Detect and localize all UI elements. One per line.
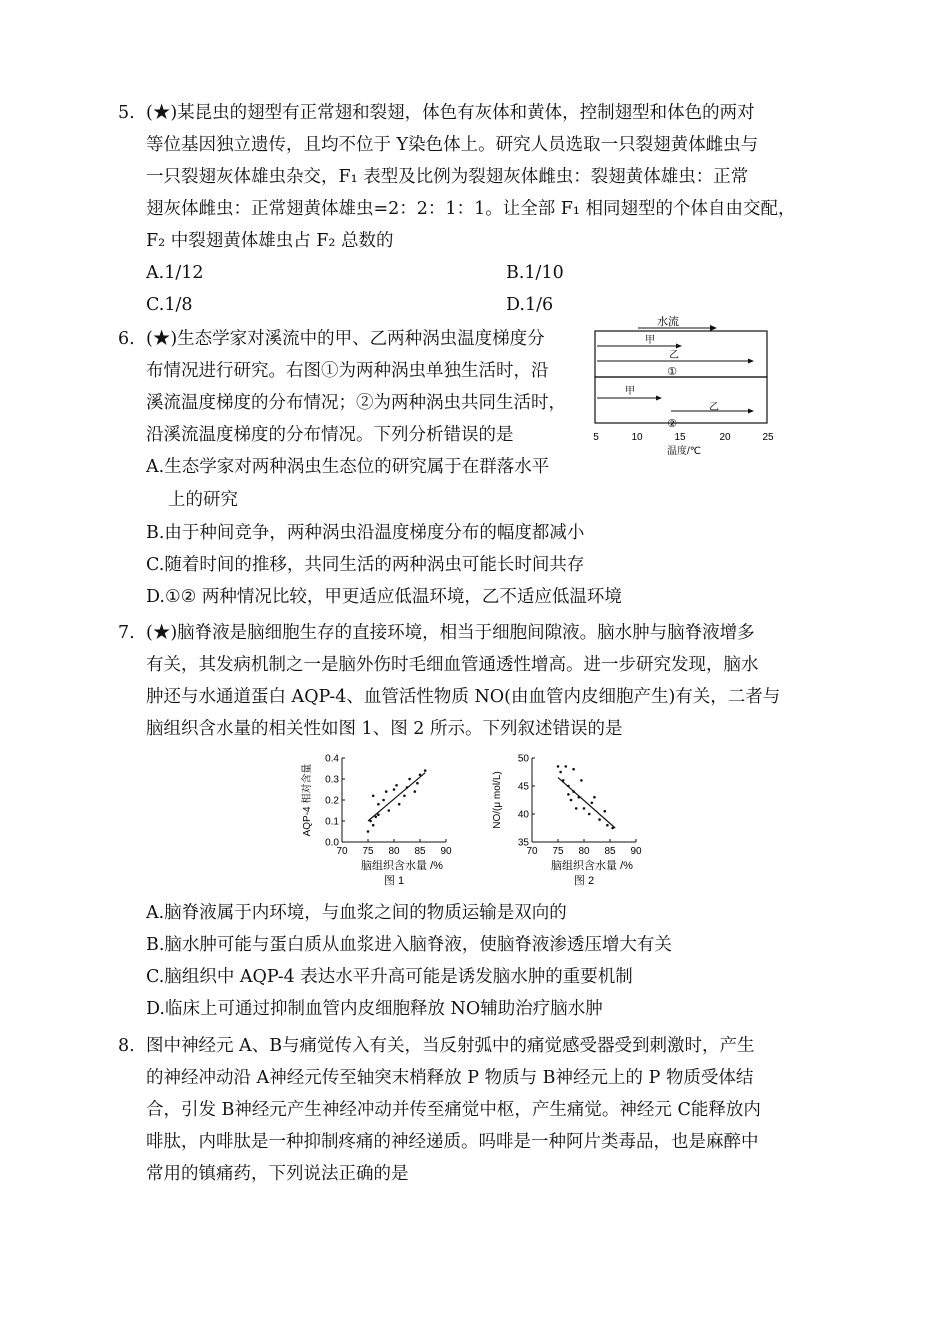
- data-point: [372, 824, 375, 827]
- question-number: 6.: [118, 329, 135, 349]
- panel-1-label: ①: [667, 366, 677, 378]
- flow-label: 水流: [657, 316, 679, 328]
- data-point: [403, 795, 406, 798]
- data-point: [598, 818, 601, 821]
- data-point: [367, 830, 370, 833]
- species-b-label: 乙: [669, 350, 679, 361]
- x-tick-label: 70: [526, 846, 538, 857]
- x-tick-label: 90: [630, 846, 642, 857]
- question-text-line: 翅灰体雌虫：正常翅黄体雄虫=2：2：1：1。让全部 F₁ 相同翅型的个体自由交配，: [146, 199, 796, 219]
- option-b[interactable]: B.脑水肿可能与蛋白质从血浆进入脑脊液，使脑脊液渗透压增大有关: [146, 935, 672, 955]
- question-text-line: 的神经冲动沿 A神经元传至轴突末梢释放 P 物质与 B神经元上的 P 物质受体结: [146, 1068, 754, 1088]
- question-text-line: 脑组织含水量的相关性如图 1、图 2 所示。下列叙述错误的是: [146, 719, 623, 739]
- data-point: [377, 813, 380, 816]
- data-point: [588, 813, 591, 816]
- data-point: [416, 782, 419, 785]
- y-tick-label: 50: [517, 753, 529, 765]
- panel-1-frame: [595, 331, 767, 377]
- species-a-arrowhead-2: [656, 396, 662, 401]
- data-point: [565, 765, 568, 768]
- temperature-distribution-figure: [588, 312, 788, 458]
- panel-2-frame: [595, 377, 767, 423]
- option-c[interactable]: C.1/8: [146, 295, 193, 315]
- question-text-line: 肿还与水通道蛋白 AQP-4、血管活性物质 NO(由血管内皮细胞产生)有关，二者与: [146, 687, 781, 707]
- question-text-line: 布情况进行研究。右图①为两种涡虫单独生活时，沿: [146, 361, 549, 381]
- data-point: [572, 768, 575, 771]
- question-text-line: 啡肽，内啡肽是一种抑制疼痛的神经递质。吗啡是一种阿片类毒品，也是麻醉中: [146, 1132, 759, 1152]
- question-text-line: (★)某昆虫的翅型有正常翅和裂翅，体色有灰体和黄体，控制翅型和体色的两对: [146, 103, 755, 123]
- x-tick: 5: [593, 432, 599, 443]
- x-tick-label: 85: [414, 846, 426, 857]
- question-text-line: 沿溪流温度梯度的分布情况。下列分析错误的是: [146, 425, 514, 445]
- species-b-arrowhead-1: [748, 359, 754, 364]
- data-point: [575, 807, 578, 810]
- data-point: [567, 793, 570, 796]
- question-number: 8.: [118, 1036, 135, 1056]
- data-point: [408, 778, 411, 781]
- y-tick-label: 0.3: [325, 774, 339, 786]
- data-point: [382, 799, 385, 802]
- question-7: [118, 617, 838, 1017]
- data-point: [388, 809, 391, 812]
- x-axis-label: 温度/℃: [666, 446, 702, 457]
- y-tick-label: 0.0: [325, 837, 339, 849]
- question-5: [118, 97, 838, 327]
- x-axis-label: 脑组织含水量 /%: [551, 860, 633, 872]
- data-point: [377, 803, 380, 806]
- y-tick-label: 45: [517, 781, 529, 793]
- option-b[interactable]: B.1/10: [506, 263, 564, 283]
- option-a-continued: 上的研究: [168, 490, 238, 510]
- data-point: [593, 796, 596, 799]
- chart-title: 图 1: [383, 875, 405, 887]
- panel-2-label: ②: [667, 418, 677, 430]
- x-tick-label: 75: [552, 846, 564, 857]
- chart-title: 图 2: [573, 875, 595, 887]
- data-point: [606, 824, 609, 827]
- question-text-line: (★)生态学家对溪流中的甲、乙两种涡虫温度梯度分: [146, 329, 545, 349]
- data-point: [424, 769, 427, 772]
- x-tick-label: 80: [388, 846, 400, 857]
- data-point: [591, 802, 594, 805]
- question-8: [118, 1030, 838, 1200]
- option-a[interactable]: A.生态学家对两种涡虫生态位的研究属于在群落水平: [146, 457, 550, 477]
- option-a[interactable]: A.脑脊液属于内环境，与血浆之间的物质运输是双向的: [146, 903, 567, 923]
- trend-line: [558, 778, 615, 828]
- species-b-label: 乙: [709, 402, 719, 413]
- question-text-line: F₂ 中裂翅黄体雄虫占 F₂ 总数的: [146, 231, 394, 251]
- x-tick-label: 85: [604, 846, 616, 857]
- option-c[interactable]: C.脑组织中 AQP-4 表达水平升高可能是诱发脑水肿的重要机制: [146, 967, 633, 987]
- data-point: [385, 790, 388, 793]
- y-tick-label: 0.2: [325, 795, 339, 807]
- data-point: [570, 799, 573, 802]
- question-text-line: 溪流温度梯度的分布情况；②为两种涡虫共同生活时，: [146, 393, 566, 413]
- option-d[interactable]: D.1/6: [506, 295, 554, 315]
- aqp4-scatter-chart: [296, 752, 466, 892]
- question-text-line: 一只裂翅灰体雄虫杂交，F₁ 表型及比例为裂翅灰体雌虫：裂翅黄体雄虫：正常: [146, 167, 749, 187]
- x-tick-label: 90: [440, 846, 452, 857]
- x-tick-label: 80: [578, 846, 590, 857]
- y-tick-label: 0.4: [325, 753, 339, 765]
- species-a-arrowhead-1: [676, 344, 682, 349]
- data-point: [414, 790, 417, 793]
- y-axis-label: AQP-4 相对含量: [302, 763, 313, 837]
- y-tick-label: 35: [517, 837, 529, 849]
- flow-arrowhead: [710, 325, 717, 331]
- data-point: [557, 765, 560, 768]
- question-text-line: 合，引发 B神经元产生神经冲动并传至痛觉中枢，产生痛觉。神经元 C能释放内: [146, 1100, 761, 1120]
- species-a-label: 甲: [625, 386, 635, 397]
- data-point: [583, 807, 586, 810]
- option-a[interactable]: A.1/12: [146, 263, 204, 283]
- data-point: [398, 803, 401, 806]
- question-number: 7.: [118, 623, 135, 643]
- question-text-line: 图中神经元 A、B与痛觉传入有关，当反射弧中的痛觉感受器受到刺激时，产生: [146, 1036, 755, 1056]
- option-b[interactable]: B.由于种间竞争，两种涡虫沿温度梯度分布的幅度都减小: [146, 523, 585, 543]
- data-point: [580, 779, 583, 782]
- y-tick-label: 40: [517, 809, 529, 821]
- data-point: [372, 795, 375, 798]
- data-point: [395, 784, 398, 787]
- trend-line: [368, 773, 425, 821]
- species-a-label: 甲: [645, 335, 655, 346]
- x-tick-label: 70: [336, 846, 348, 857]
- x-tick: 10: [631, 432, 643, 443]
- option-d[interactable]: D.①② 两种情况比较，甲更适应低温环境，乙不适应低温环境: [146, 587, 622, 607]
- x-tick: 25: [762, 432, 774, 443]
- question-text-line: (★)脑脊液是脑细胞生存的直接环境，相当于细胞间隙液。脑水肿与脑脊液增多: [146, 623, 755, 643]
- data-point: [393, 788, 396, 791]
- y-axis-label: NO/(μ mol/L): [492, 771, 503, 829]
- data-point: [604, 810, 607, 813]
- option-c[interactable]: C.随着时间的推移，共同生活的两种涡虫可能长时间共存: [146, 555, 585, 575]
- question-number: 5.: [118, 103, 135, 123]
- question-text-line: 有关，其发病机制之一是脑外伤时毛细血管通透性增高。进一步研究发现，脑水: [146, 655, 759, 675]
- x-tick: 20: [719, 432, 731, 443]
- species-b-arrowhead-2: [748, 409, 754, 414]
- x-tick-label: 75: [362, 846, 374, 857]
- x-tick: 15: [674, 432, 686, 443]
- question-text-line: 常用的镇痛药，下列说法正确的是: [146, 1164, 409, 1184]
- option-d[interactable]: D.临床上可通过抑制血管内皮细胞释放 NO辅助治疗脑水肿: [146, 999, 603, 1019]
- y-tick-label: 0.1: [325, 816, 339, 828]
- x-axis-label: 脑组织含水量 /%: [361, 860, 443, 872]
- no-scatter-chart: [486, 752, 656, 892]
- question-text-line: 等位基因独立遗传，且均不位于 Y染色体上。研究人员选取一只裂翅黄体雌虫与: [146, 135, 759, 155]
- data-point: [559, 771, 562, 774]
